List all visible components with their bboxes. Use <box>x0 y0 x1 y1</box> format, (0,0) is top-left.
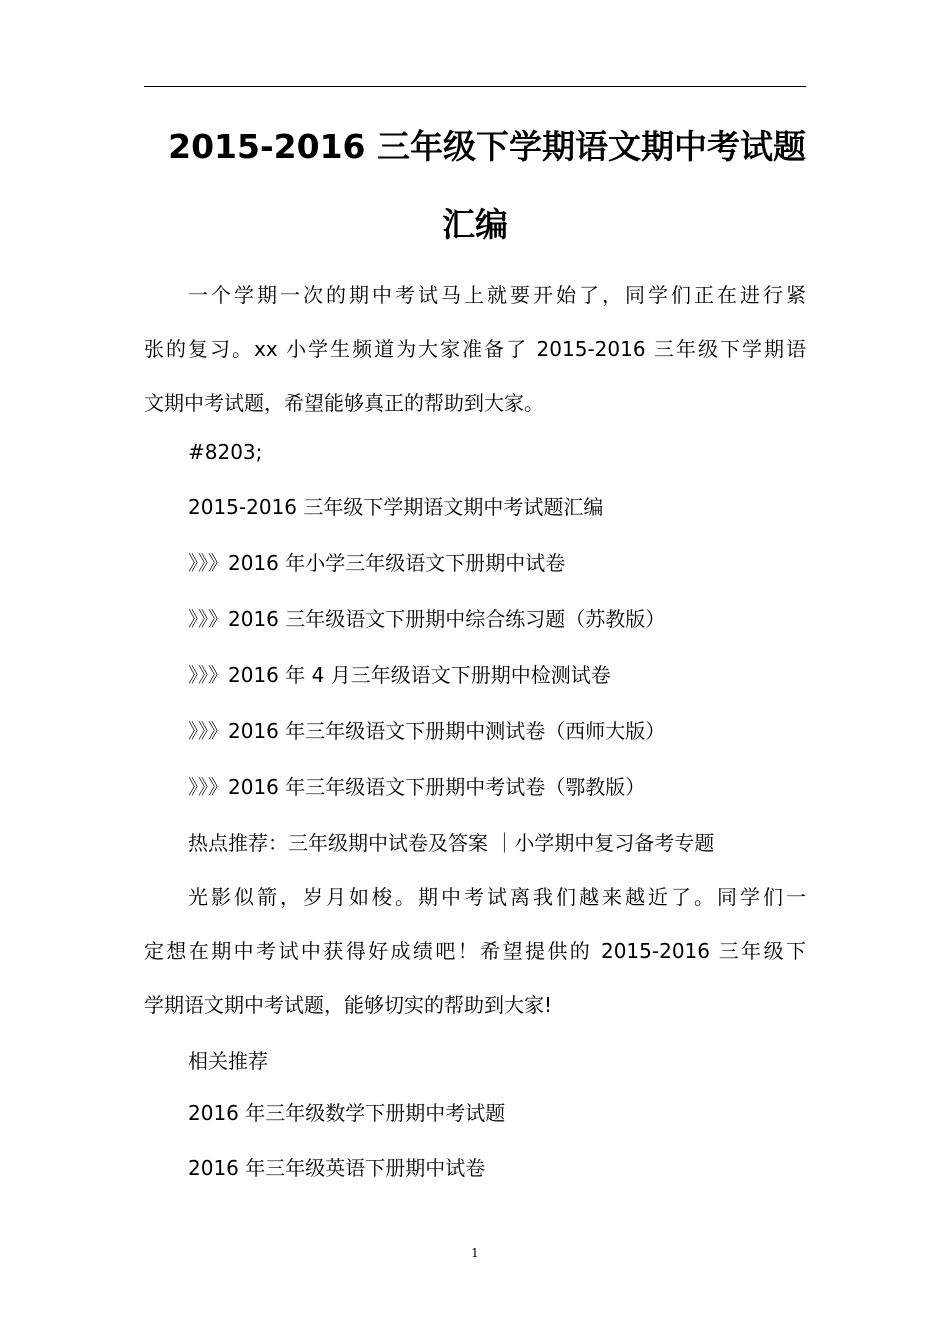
intro-paragraph <box>144 268 806 430</box>
intro-line: 张的复习。xx 小学生频道为大家准备了 2015-2016 三年级下学期语 <box>144 337 806 361</box>
document-title: 2015-2016 三年级下学期语文期中考试题 <box>168 127 806 166</box>
code-text: #8203; <box>188 440 263 464</box>
document-title-continued: 汇编 <box>442 205 508 244</box>
closing-line: 定想在期中考试中获得好成绩吧！希望提供的 2015-2016 三年级下 <box>144 939 806 963</box>
link-item[interactable]: 》》》2016 三年级语文下册期中综合练习题（苏教版） <box>188 607 666 631</box>
closing-line: 光影似箭，岁月如梭。期中考试离我们越来越近了。同学们一 <box>188 885 806 909</box>
related-item[interactable]: 2016 年三年级数学下册期中考试题 <box>188 1101 506 1125</box>
related-heading: 相关推荐 <box>188 1049 268 1073</box>
link-item[interactable]: 》》》2016 年三年级语文下册期中考试卷（鄂教版） <box>188 775 646 799</box>
related-item[interactable]: 2016 年三年级英语下册期中试卷 <box>188 1156 486 1180</box>
closing-paragraph <box>144 870 806 1032</box>
page-number: 1 <box>471 1246 479 1260</box>
intro-line: 一个学期一次的期中考试马上就要开始了，同学们正在进行紧 <box>188 283 806 307</box>
link-item[interactable]: 》》》2016 年小学三年级语文下册期中试卷 <box>188 551 566 575</box>
link-item[interactable]: 》》》2016 年 4 月三年级语文下册期中检测试卷 <box>188 663 611 687</box>
closing-line: 学期语文期中考试题，能够切实的帮助到大家! <box>144 993 553 1017</box>
hot-recommendation[interactable]: 热点推荐：三年级期中试卷及答案 ｜小学期中复习备考专题 <box>188 831 715 855</box>
subtitle-text: 2015-2016 三年级下学期语文期中考试题汇编 <box>188 495 604 519</box>
header-rule <box>144 86 806 87</box>
link-item[interactable]: 》》》2016 年三年级语文下册期中测试卷（西师大版） <box>188 719 666 743</box>
intro-line: 文期中考试题，希望能够真正的帮助到大家。 <box>144 391 544 415</box>
